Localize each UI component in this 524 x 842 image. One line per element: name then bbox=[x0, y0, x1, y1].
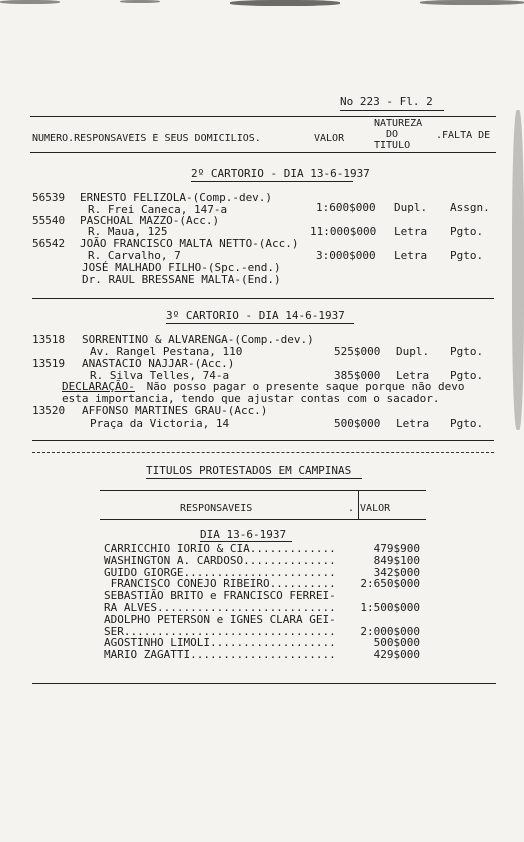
header-numero-responsaveis: NUMERO.RESPONSAVEIS E SEUS DOMICILIOS. bbox=[32, 133, 261, 144]
entry-falta: Pgto. bbox=[450, 225, 484, 238]
header-falta: .FALTA DE bbox=[436, 130, 491, 141]
entry-address: Praça da Victoria, 14 bbox=[90, 417, 230, 430]
campinas-table-header-rule bbox=[100, 519, 426, 520]
entry-falta: Pgto. bbox=[450, 369, 484, 382]
list-item-valor: 429$000 bbox=[373, 648, 420, 661]
list-item-valor: 342$000 bbox=[373, 566, 420, 579]
declaration-text: Não posso pagar o presente saque porque não devo bbox=[140, 380, 465, 393]
list-item-name: CARRICCHIO IORIO & CIA............. bbox=[104, 542, 336, 555]
list-item-valor: 479$900 bbox=[373, 542, 420, 555]
entry-number: 13519 bbox=[32, 357, 66, 370]
entry-name: SORRENTINO & ALVARENGA-(Comp.-dev.) bbox=[82, 333, 314, 346]
page-bottom-rule bbox=[32, 683, 496, 684]
entry-name: PASCHOAL MAZZO-(Acc.) bbox=[80, 214, 220, 227]
section-2-title: 2º CARTORIO - DIA 13-6-1937 bbox=[191, 167, 370, 180]
list-item-name: FRANCISCO CONEJO RIBEIRO.......... bbox=[104, 577, 336, 590]
header-natureza: NATUREZA DO TITULO bbox=[374, 118, 423, 151]
campinas-title: TITULOS PROTESTADOS EM CAMPINAS bbox=[146, 464, 352, 477]
scan-smudge bbox=[420, 0, 524, 5]
entry-natureza: Dupl. bbox=[394, 201, 428, 214]
entry-natureza: Dupl. bbox=[396, 345, 430, 358]
entry-name: ERNESTO FELIZOLA-(Comp.-dev.) bbox=[80, 191, 273, 204]
scan-smudge bbox=[230, 0, 340, 6]
list-item-name: ADOLPHO PETERSON e IGNES CLARA GEI- bbox=[104, 613, 336, 626]
scan-smudge bbox=[120, 0, 160, 3]
entry-natureza: Letra bbox=[396, 369, 430, 382]
section-3-rule bbox=[32, 440, 494, 441]
declaration-text: esta importancia, tendo que ajustar contas com o sacador. bbox=[62, 392, 440, 405]
list-item-valor: 1:500$000 bbox=[360, 601, 420, 614]
entry-valor: 525$000 bbox=[334, 345, 381, 358]
list-item-name: MARIO ZAGATTI...................... bbox=[104, 648, 336, 661]
section-2-rule bbox=[32, 298, 494, 299]
section-3-title: 3º CARTORIO - DIA 14-6-1937 bbox=[166, 309, 345, 322]
list-item-name: GUIDO GIORGE....................... bbox=[104, 566, 336, 579]
entry-valor: 385$000 bbox=[334, 369, 381, 382]
campinas-title-underline bbox=[146, 478, 362, 479]
entry-natureza: Letra bbox=[394, 249, 428, 262]
section-2-title-underline bbox=[191, 181, 353, 182]
list-item-valor: 500$000 bbox=[373, 636, 420, 649]
list-item-name: SEBASTIÃO BRITO e FRANCISCO FERREI- bbox=[104, 589, 336, 602]
campinas-table-top-rule bbox=[100, 490, 426, 491]
entry-falta: Pgto. bbox=[450, 417, 484, 430]
entry-name: JOÃO FRANCISCO MALTA NETTO-(Acc.) bbox=[80, 237, 299, 250]
entry-address: Av. Rangel Pestana, 110 bbox=[90, 345, 243, 358]
header-bottom-rule bbox=[30, 152, 496, 153]
entry-valor: 1:600$000 bbox=[316, 201, 376, 214]
list-item-name: RA ALVES........................... bbox=[104, 601, 336, 614]
list-item-name: SER................................ bbox=[104, 625, 336, 638]
entry-name: ANASTACIO NAJJAR-(Acc.) bbox=[82, 357, 235, 370]
list-item-valor: 849$100 bbox=[373, 554, 420, 567]
entry-number: 13518 bbox=[32, 333, 66, 346]
entry-address: R. Silva Telles, 74-a bbox=[90, 369, 230, 382]
scan-smudge bbox=[0, 0, 60, 4]
entry-falta: Pgto. bbox=[450, 249, 484, 262]
entry-natureza: Letra bbox=[396, 417, 430, 430]
entry-number: 55540 bbox=[32, 214, 66, 227]
campinas-header-responsaveis: RESPONSAVEIS bbox=[180, 503, 253, 514]
header-top-rule bbox=[30, 116, 496, 117]
entry-valor: 11:000$000 bbox=[310, 225, 377, 238]
entry-address: R. Carvalho, 7 bbox=[88, 249, 181, 262]
entry-address: R. Maua, 125 bbox=[88, 225, 168, 238]
campinas-date: DIA 13-6-1937 bbox=[200, 528, 287, 541]
entry-number: 56542 bbox=[32, 237, 66, 250]
entry-address: R. Frei Caneca, 147-a bbox=[88, 203, 228, 216]
entry-natureza: Letra bbox=[394, 225, 428, 238]
scan-smudge bbox=[512, 110, 524, 430]
entry-falta: Pgto. bbox=[450, 345, 484, 358]
section-3-title-underline bbox=[166, 323, 354, 324]
campinas-column-divider bbox=[358, 490, 359, 520]
entry-endorser: JOSÉ MALHADO FILHO-(Spc.-end.) bbox=[82, 261, 281, 274]
list-item-name: WASHINGTON A. CARDOSO.............. bbox=[104, 554, 336, 567]
entry-endorser: Dr. RAUL BRESSANE MALTA-(End.) bbox=[82, 273, 281, 286]
list-item-name: AGOSTINHO LIMOLI................... bbox=[104, 636, 336, 649]
entry-valor: 500$000 bbox=[334, 417, 381, 430]
list-item-valor: 2:650$000 bbox=[360, 577, 420, 590]
campinas-header-valor: . VALOR bbox=[348, 503, 391, 514]
entry-name: AFFONSO MARTINES GRAU-(Acc.) bbox=[82, 404, 268, 417]
list-item-valor: 2:000$000 bbox=[360, 625, 420, 638]
declaration-label: DECLARAÇÃO- bbox=[62, 380, 135, 393]
header-valor: VALOR bbox=[314, 133, 345, 144]
section-3-rule-secondary bbox=[32, 452, 494, 453]
page-number: No 223 - Fl. 2 bbox=[340, 95, 433, 108]
entry-falta: Assgn. bbox=[450, 201, 490, 214]
entry-number: 13520 bbox=[32, 404, 66, 417]
entry-valor: 3:000$000 bbox=[316, 249, 376, 262]
entry-number: 56539 bbox=[32, 191, 66, 204]
page-number-underline bbox=[340, 110, 444, 111]
